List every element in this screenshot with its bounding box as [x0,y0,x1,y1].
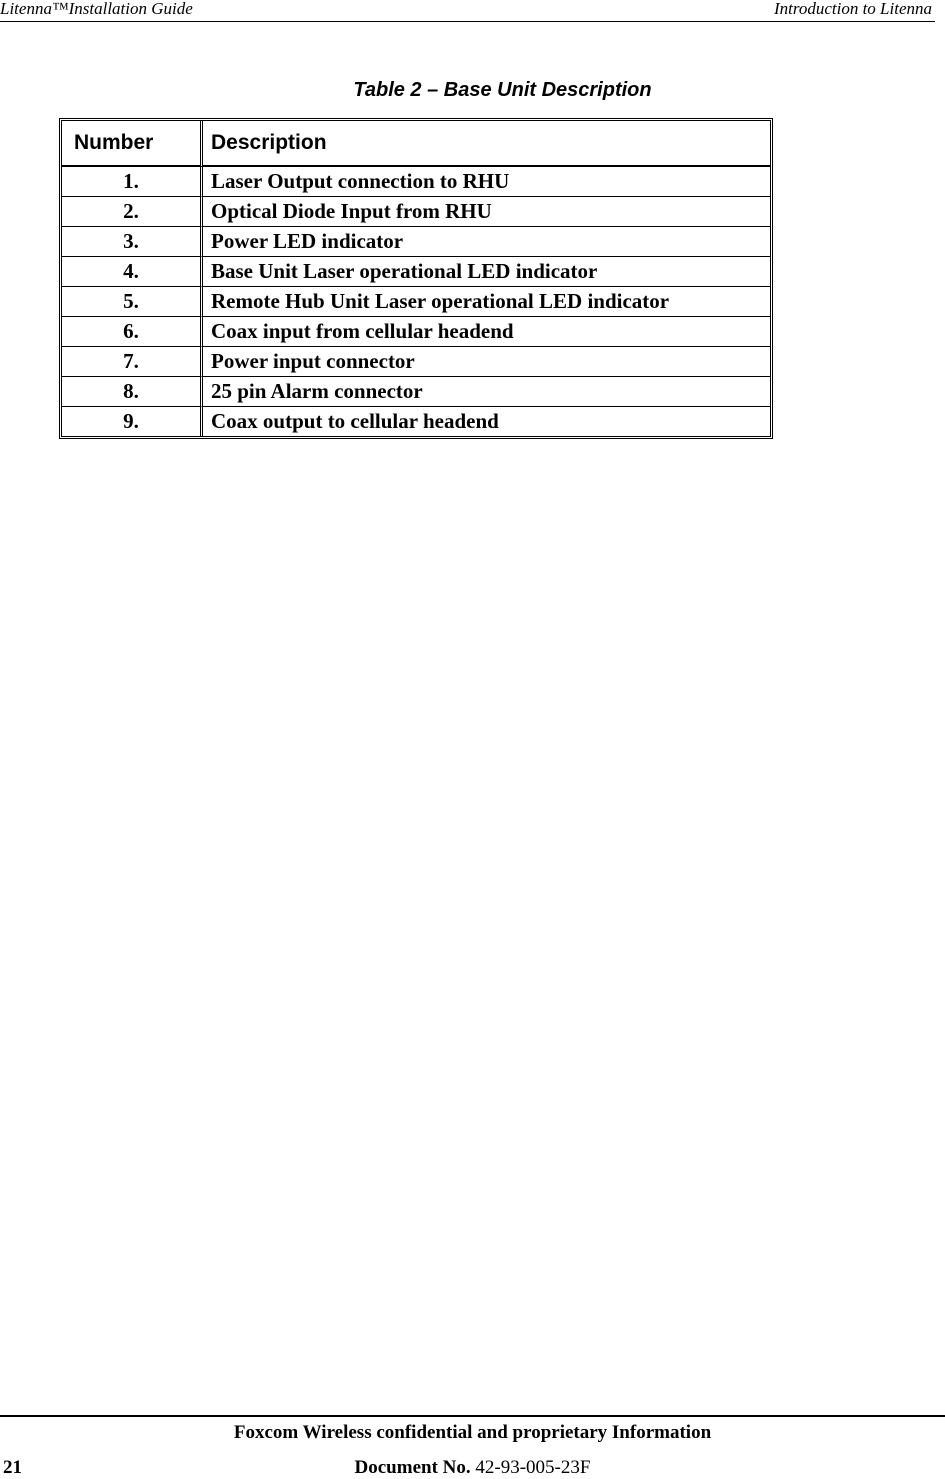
table-row [62,287,770,317]
page-number: 21 [3,1457,22,1478]
row-description: Power input connector [203,347,770,377]
table-row [62,257,770,287]
table-row [62,167,770,197]
row-number: 2. [62,197,203,227]
table-row [62,197,770,227]
row-description: Coax input from cellular headend [203,317,770,347]
table-caption: Table 2 – Base Unit Description [353,79,652,101]
table-row [62,317,770,347]
row-number: 9. [62,407,203,436]
row-number: 1. [62,167,203,197]
header-guide-title: Litenna™Installation Guide [0,0,193,18]
base-unit-description-table [59,118,773,439]
row-number: 5. [62,287,203,317]
document-number-value: 42-93-005-23F [475,1457,591,1478]
row-description: Coax output to cellular headend [211,409,499,433]
page-footer [0,1415,945,1478]
row-description: Laser Output connection to RHU [203,167,770,197]
row-description: Optical Diode Input from RHU [203,197,770,227]
row-description: Remote Hub Unit Laser operational LED indicator [203,287,770,317]
row-number: 8. [62,377,203,407]
table-row [62,347,770,377]
table-row [62,227,770,257]
row-number: 6. [62,317,203,347]
row-description: Power LED indicator [203,227,770,257]
row-number: 4. [62,257,203,287]
row-description: Base Unit Laser operational LED indicator [203,257,770,287]
document-number-label: Document No. [354,1457,471,1478]
header-section-title: Introduction to Litenna [773,0,932,18]
confidentiality-notice: Foxcom Wireless confidential and proprietary Information [233,1422,712,1443]
table-row [62,377,770,407]
table-row [62,407,770,436]
row-description: 25 pin Alarm connector [203,377,770,407]
row-number: 7. [62,347,203,377]
column-header-description: Description [203,121,770,167]
table-header-row [62,121,770,167]
column-header-number: Number [62,121,203,167]
row-number: 3. [62,227,203,257]
page-header [0,0,935,22]
